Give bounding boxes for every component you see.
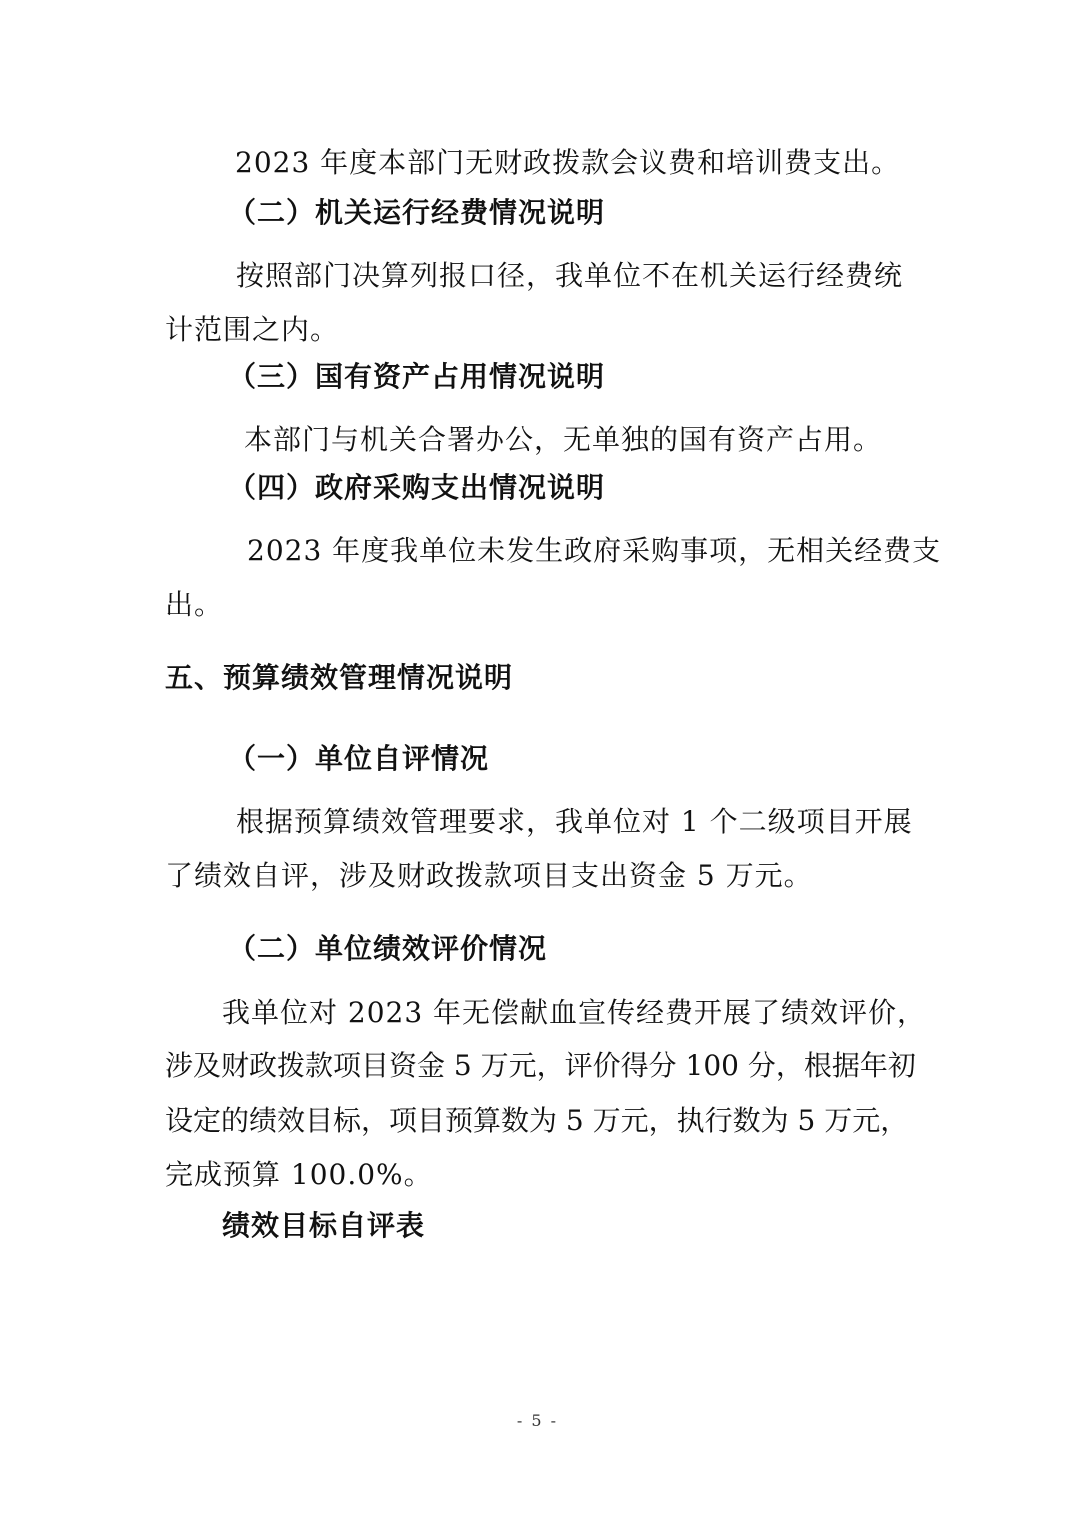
subsection-heading: （四）政府采购支出情况说明 (228, 471, 606, 504)
paragraph-line: 我单位对 2023 年无偿献血宣传经费开展了绩效评价， (222, 996, 927, 1029)
section-heading: 五、预算绩效管理情况说明 (165, 661, 514, 694)
paragraph-line: 完成预算 100.0%。 (165, 1158, 433, 1191)
paragraph-line: 了绩效自评，涉及财政拨款项目支出资金 5 万元。 (165, 859, 813, 892)
paragraph-line: 根据预算绩效管理要求，我单位对 1 个二级项目开展 (236, 805, 913, 838)
paragraph-line: 2023 年度本部门无财政拨款会议费和培训费支出。 (235, 146, 901, 179)
paragraph-line: 设定的绩效目标，项目预算数为 5 万元，执行数为 5 万元， (165, 1104, 909, 1137)
table-caption: 绩效目标自评表 (222, 1209, 426, 1242)
subsection-heading: （三）国有资产占用情况说明 (228, 360, 606, 393)
subsection-heading: （二）单位绩效评价情况 (228, 932, 548, 965)
subsection-heading: （一）单位自评情况 (228, 742, 490, 775)
page-number: - 5 - (516, 1411, 559, 1430)
paragraph-line: 计范围之内。 (165, 313, 340, 346)
paragraph-line: 2023 年度我单位未发生政府采购事项，无相关经费支 (247, 534, 942, 567)
paragraph-line: 涉及财政拨款项目资金 5 万元，评价得分 100 分，根据年初 (165, 1049, 916, 1082)
paragraph-line: 本部门与机关合署办公，无单独的国有资产占用。 (244, 423, 883, 456)
subsection-heading: （二）机关运行经费情况说明 (228, 196, 606, 229)
paragraph-line: 出。 (165, 588, 224, 621)
paragraph-line: 按照部门决算列报口径，我单位不在机关运行经费统 (236, 259, 904, 292)
